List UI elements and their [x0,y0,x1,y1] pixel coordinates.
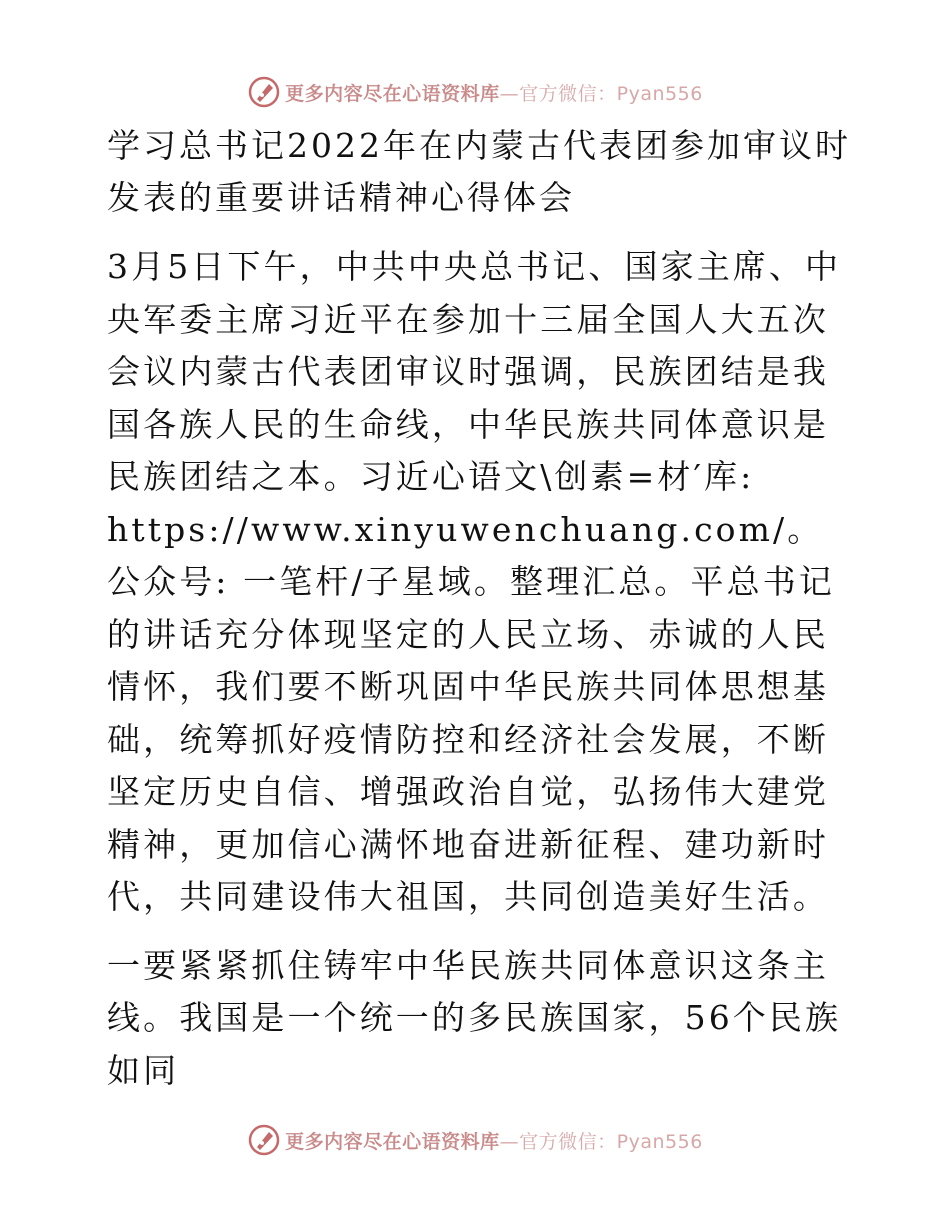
header-banner [0,70,950,114]
document-body [97,120,853,1097]
pen-nib-logo-icon [247,1123,281,1157]
paragraph-2: 一要紧紧抓住铸牢中华民族共同体意识这条主线。我国是一个统一的多民族国家，56个民族如同 [107,945,842,1090]
footer-banner-text [285,1127,703,1154]
footer-banner-sub: —官方微信：Pyan556 [499,1130,703,1153]
document-title: 学习总书记2022年在内蒙古代表团参加审议时发表的重要讲话精神心得体会 [107,126,851,217]
footer-banner [0,1118,950,1162]
paragraph-1: 3月5日下午，中共中央总书记、国家主席、中央军委主席习近平在参加十三届全国人大五次会议内蒙古代表团审议时强调，民族团结是我国各族人民的生命线，中华民族共同体意识是民族团结之本。习近心语文\创素=材′库: https://www.xinyuwenchuang.com/。公众号: 一笔杆/子星域。整理汇总。平总书记的讲话充分体现坚定的人民立场、赤诚的人民情怀，我们要不断巩固中华民族共同体思想基础，统筹抓好疫情防控和经济社会发展，不断坚定历史自信、增强政治自觉，弘扬伟大建党精神，更加信心满怀地奋进新征程、建功新时代，共同建设伟大祖国，共同创造美好生活。 [107,247,842,916]
header-banner-sub: —官方微信：Pyan556 [499,82,703,105]
header-banner-text [285,79,703,106]
footer-banner-main: 更多内容尽在心语资料库 [285,1130,500,1153]
header-banner-main: 更多内容尽在心语资料库 [285,82,500,105]
pen-nib-logo-icon [247,75,281,109]
